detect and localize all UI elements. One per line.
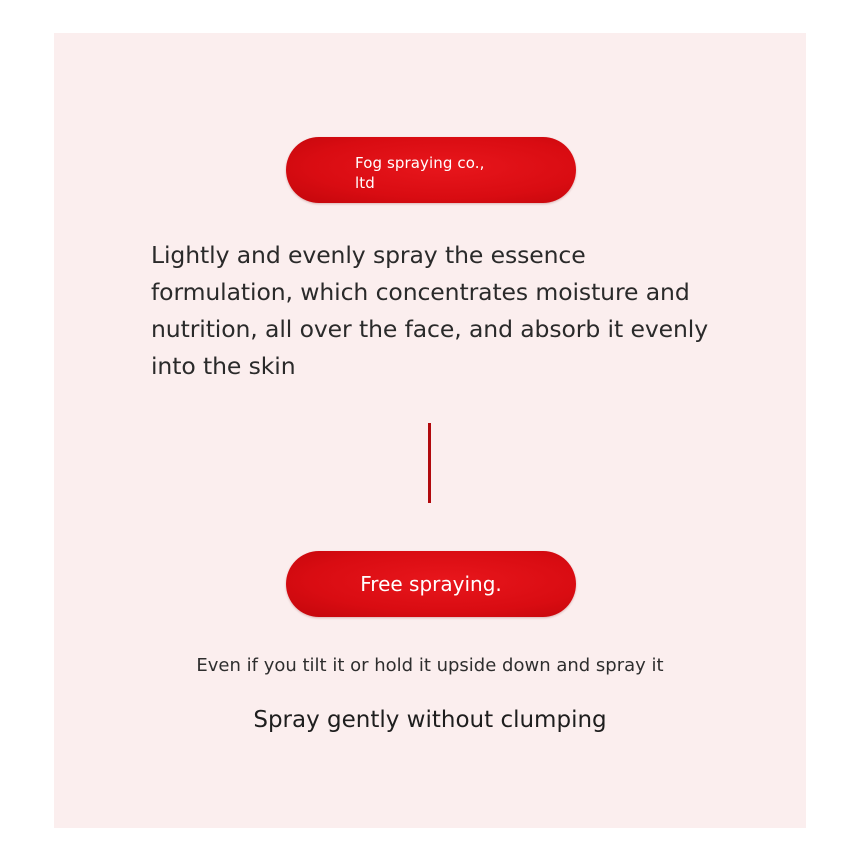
vertical-divider xyxy=(428,423,431,503)
top-badge xyxy=(286,137,576,203)
top-badge-label: Fog spraying co., ltd xyxy=(355,154,485,192)
content-panel xyxy=(54,33,806,828)
subtitle-text: Even if you tilt it or hold it upside down and spray it xyxy=(196,655,664,676)
bottom-badge xyxy=(286,551,576,617)
tagline-text: Spray gently without clumping xyxy=(253,707,607,733)
description-text: Lightly and evenly spray the essence formulation, which concentrates moisture and nutrition, all over the face, and absorb it evenly into the skin xyxy=(151,241,709,380)
bottom-badge-label: Free spraying. xyxy=(360,572,502,596)
